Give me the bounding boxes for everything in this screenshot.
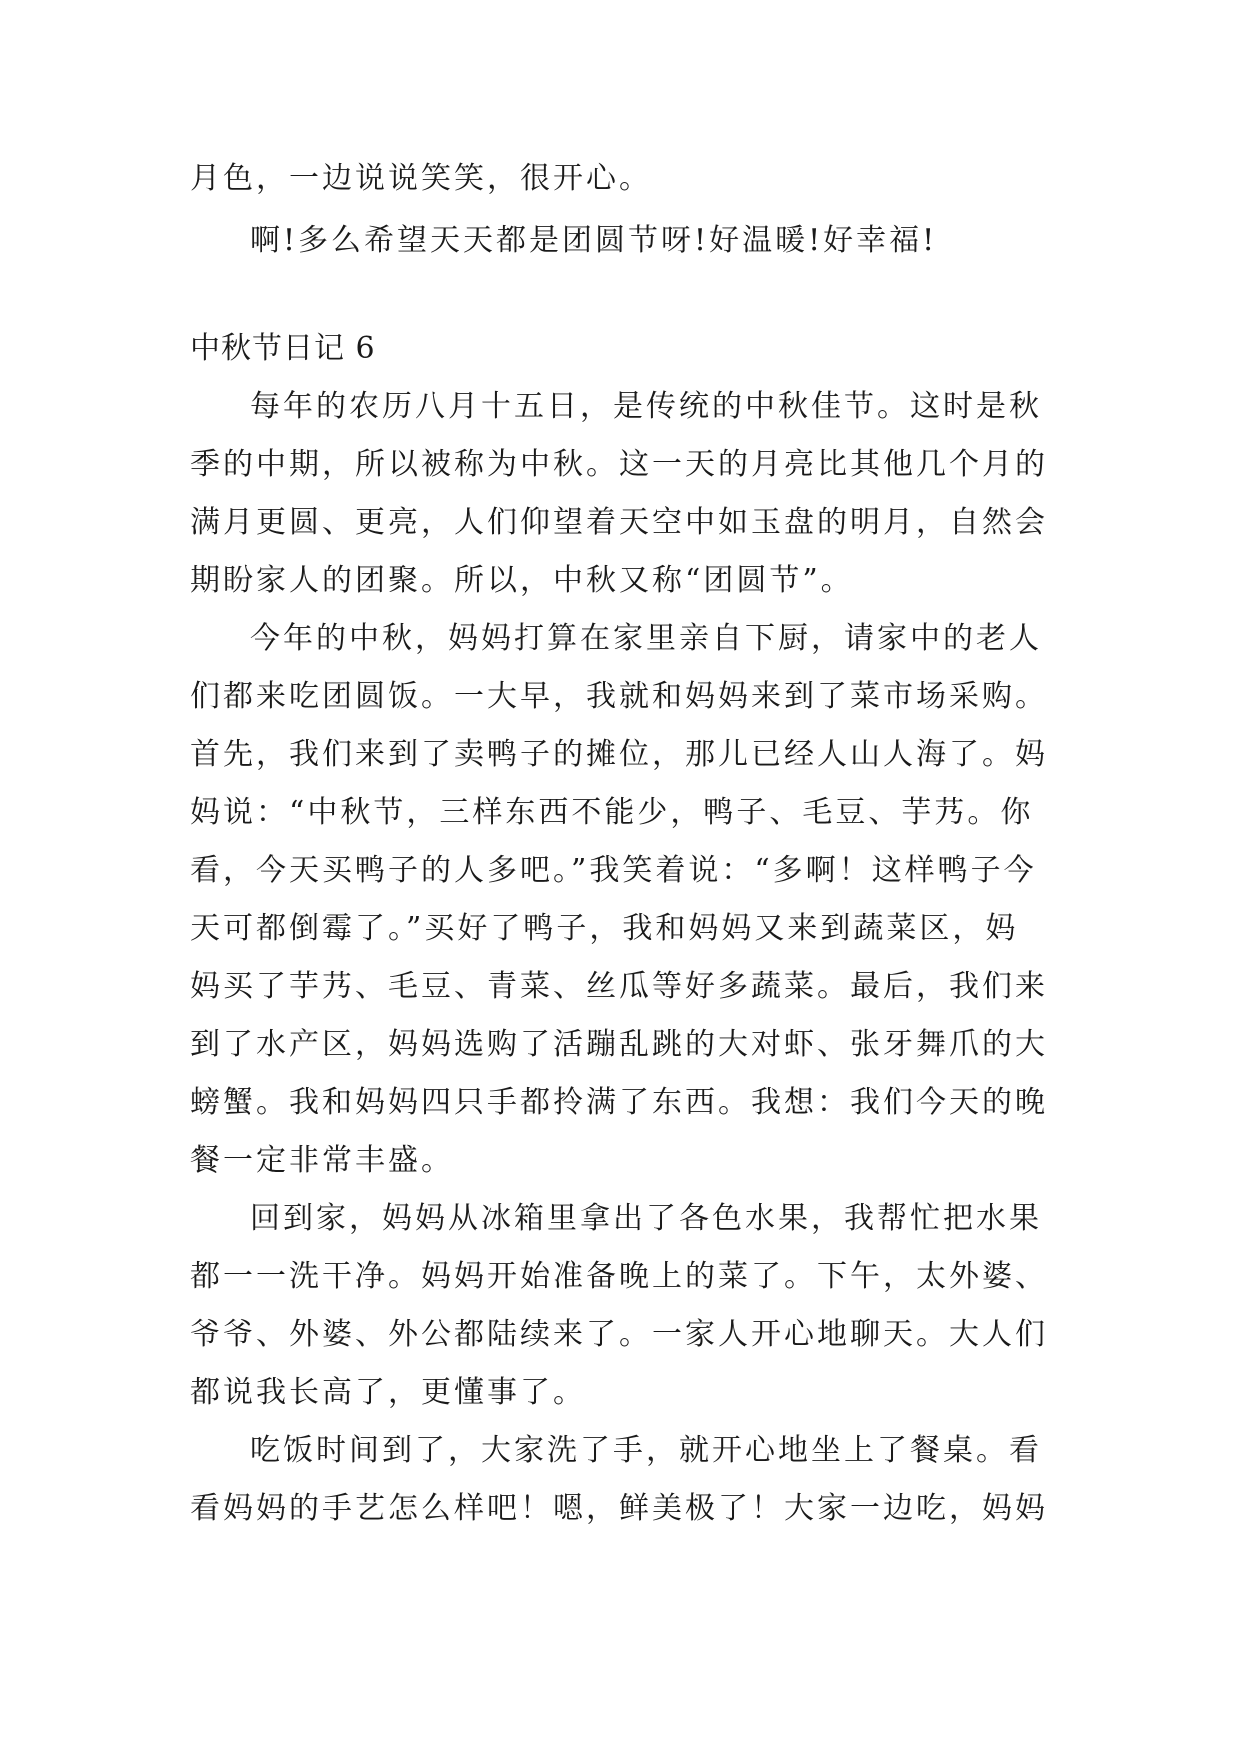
text-line: 爷爷、外婆、外公都陆续来了。一家人开心地聊天。大人们 (190, 1317, 1048, 1352)
text-line: 到了水产区，妈妈选购了活蹦乱跳的大对虾、张牙舞爪的大 (190, 1027, 1048, 1062)
text-line: 吃饭时间到了，大家洗了手，就开心地坐上了餐桌。看 (250, 1433, 1042, 1468)
text-line: 期盼家人的团聚。所以，中秋又称“团圆节”。 (190, 563, 854, 598)
text-line: 每年的农历八月十五日，是传统的中秋佳节。这时是秋 (250, 389, 1042, 424)
text-line: 妈说：“中秋节，三样东西不能少，鸭子、毛豆、芋艿。你 (190, 795, 1034, 830)
section-title: 中秋节日记 6 (190, 331, 376, 366)
text-line: 啊!多么希望天天都是团圆节呀!好温暖!好幸福! (250, 223, 938, 258)
paragraph (190, 610, 1050, 1190)
paragraph (190, 1190, 1050, 1422)
text-line: 月色，一边说说笑笑，很开心。 (190, 161, 652, 196)
document-body (190, 150, 1050, 1538)
text-line: 季的中期，所以被称为中秋。这一天的月亮比其他几个月的 (190, 447, 1048, 482)
text-line: 妈买了芋艿、毛豆、青菜、丝瓜等好多蔬菜。最后，我们来 (190, 969, 1048, 1004)
text-line: 满月更圆、更亮，人们仰望着天空中如玉盘的明月，自然会 (190, 505, 1048, 540)
text-line: 们都来吃团圆饭。一大早，我就和妈妈来到了菜市场采购。 (190, 679, 1048, 714)
text-line: 天可都倒霉了。”买好了鸭子，我和妈妈又来到蔬菜区，妈 (190, 911, 1019, 946)
text-line: 今年的中秋，妈妈打算在家里亲自下厨，请家中的老人 (250, 621, 1042, 656)
text-line: 螃蟹。我和妈妈四只手都拎满了东西。我想：我们今天的晚 (190, 1085, 1048, 1120)
text-line: 回到家，妈妈从冰箱里拿出了各色水果，我帮忙把水果 (250, 1201, 1042, 1236)
paragraph (190, 1422, 1050, 1538)
paragraph (190, 378, 1050, 610)
text-line: 都说我长高了，更懂事了。 (190, 1375, 586, 1410)
text-line: 看妈妈的手艺怎么样吧！嗯，鲜美极了！大家一边吃，妈妈 (190, 1491, 1048, 1526)
text-line: 看，今天买鸭子的人多吧。”我笑着说：“多啊！这样鸭子今 (190, 853, 1037, 888)
text-line: 首先，我们来到了卖鸭子的摊位，那儿已经人山人海了。妈 (190, 737, 1048, 772)
text-line: 都一一洗干净。妈妈开始准备晚上的菜了。下午，太外婆、 (190, 1259, 1048, 1294)
text-line: 餐一定非常丰盛。 (190, 1143, 454, 1178)
